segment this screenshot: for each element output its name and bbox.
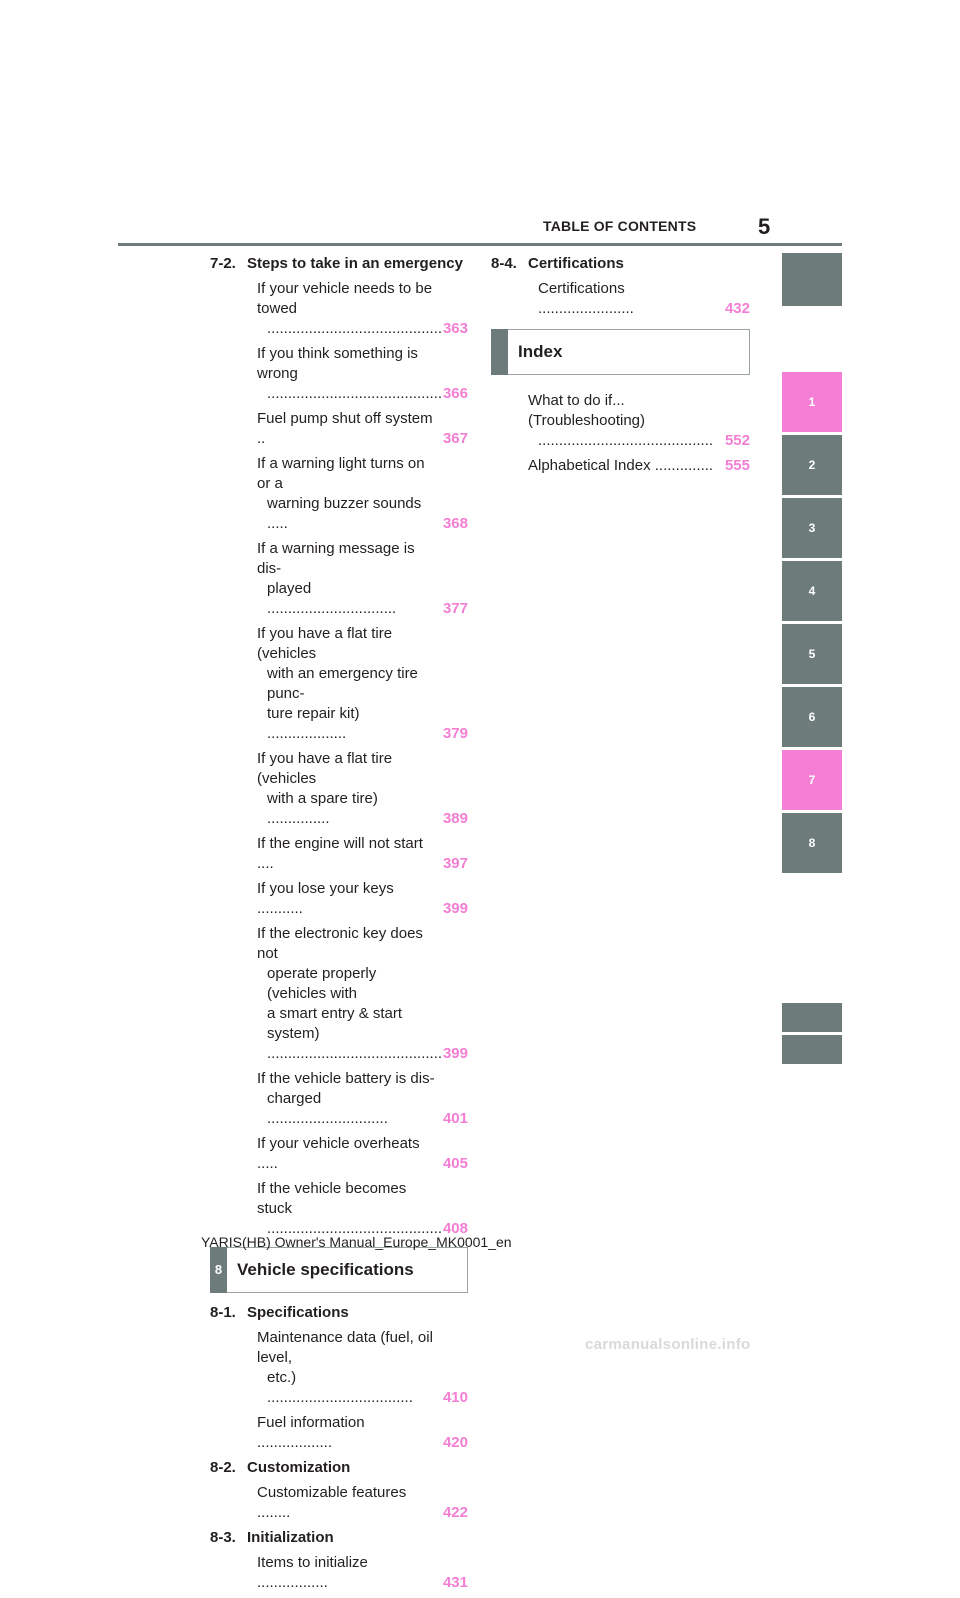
section-number: 8-1.	[210, 1304, 236, 1321]
toc-entry-battery-discharged[interactable]	[210, 1069, 468, 1129]
entry-text: Maintenance data (fuel, oil level,	[257, 1329, 433, 1366]
side-tab-4[interactable]: 4	[782, 561, 842, 621]
entry-text: If you have a flat tire (vehicles	[257, 625, 393, 662]
page-link[interactable]: 366	[442, 385, 468, 402]
toc-entry-troubleshooting[interactable]	[491, 391, 750, 451]
toc-entry-warning-light[interactable]	[210, 454, 468, 534]
entry-text: ..........................................	[267, 320, 443, 337]
side-tab-7[interactable]: 7	[782, 750, 842, 810]
page-link[interactable]: 389	[442, 810, 468, 827]
entry-text: Fuel pump shut off system ..	[257, 410, 433, 447]
toc-entry-towed[interactable]	[210, 279, 468, 339]
toc-entry-something-wrong[interactable]	[210, 344, 468, 404]
header-title: TABLE OF CONTENTS	[543, 218, 697, 234]
toc-entry-alphabetical-index[interactable]	[491, 456, 750, 476]
toc-entry-flat-tire-repair-kit[interactable]	[210, 624, 468, 744]
section-number: 8-3.	[210, 1529, 236, 1546]
page-link[interactable]: 401	[442, 1110, 468, 1127]
section-title: Steps to take in an emergency	[247, 255, 463, 272]
page-link[interactable]: 399	[442, 900, 468, 917]
side-tab-5[interactable]: 5	[782, 624, 842, 684]
toc-entry-items-to-initialize[interactable]	[210, 1553, 468, 1593]
entry-text: Fuel information ..................	[257, 1414, 365, 1451]
entry-text: ..........................................	[267, 385, 443, 402]
page-link[interactable]: 363	[442, 320, 468, 337]
entry-text: operate properly (vehicles with	[267, 965, 377, 1002]
entry-text: charged .............................	[267, 1090, 388, 1127]
chapter-title: Vehicle specifications	[237, 1260, 414, 1279]
toc-entry-electronic-key[interactable]	[210, 924, 468, 1064]
section-title: Initialization	[247, 1529, 334, 1546]
side-tab-index-upper[interactable]	[782, 1003, 842, 1032]
toc-entry-stuck[interactable]	[210, 1179, 468, 1239]
entry-text: warning buzzer sounds .....	[267, 495, 422, 532]
side-tab-1[interactable]: 1	[782, 372, 842, 432]
entry-text: a smart entry & start system)	[267, 1005, 403, 1042]
entry-text: If you have a flat tire (vehicles	[257, 750, 393, 787]
chapter-title: Index	[518, 342, 563, 361]
entry-text: etc.) ...................................	[267, 1369, 413, 1406]
toc-entry-maintenance-data[interactable]	[210, 1328, 468, 1408]
toc-entry-fuel-information[interactable]	[210, 1413, 468, 1453]
entry-text: If the vehicle becomes stuck	[257, 1180, 407, 1217]
toc-entry-flat-tire-spare[interactable]	[210, 749, 468, 829]
toc-entry-certifications[interactable]	[491, 279, 750, 319]
entry-text: with an emergency tire punc-	[267, 665, 418, 702]
index-heading[interactable]	[491, 329, 750, 375]
entry-text: ..........................................	[538, 432, 714, 449]
section-7-2	[210, 254, 468, 274]
section-title: Specifications	[247, 1304, 349, 1321]
entry-text: If your vehicle overheats .....	[257, 1135, 420, 1172]
toc-entry-warning-message[interactable]	[210, 539, 468, 619]
page-link[interactable]: 420	[442, 1434, 468, 1451]
header-rule	[118, 243, 842, 246]
entry-text: If the electronic key does not	[257, 925, 423, 962]
entry-text: with a spare tire) ...............	[267, 790, 378, 827]
section-title: Certifications	[528, 255, 624, 272]
page-link[interactable]: 552	[724, 432, 750, 449]
page-link[interactable]: 405	[442, 1155, 468, 1172]
page-link[interactable]: 432	[724, 300, 750, 317]
page-link[interactable]: 408	[442, 1220, 468, 1237]
chapter-tab: 8	[210, 1247, 227, 1293]
entry-text: ture repair kit) ...................	[267, 705, 360, 742]
page-link[interactable]: 367	[442, 430, 468, 447]
entry-text: If a warning message is dis-	[257, 540, 415, 577]
page-link[interactable]: 431	[442, 1574, 468, 1591]
footer-text: YARIS(HB) Owner's Manual_Europe_MK0001_en	[201, 1234, 512, 1250]
toc-entry-customizable-features[interactable]	[210, 1483, 468, 1523]
toc-entry-overheats[interactable]	[210, 1134, 468, 1174]
page-link[interactable]: 397	[442, 855, 468, 872]
side-tab-6[interactable]: 6	[782, 687, 842, 747]
entry-text: Certifications .......................	[538, 280, 634, 317]
page-link[interactable]: 379	[442, 725, 468, 742]
side-tab-3[interactable]: 3	[782, 498, 842, 558]
page-link[interactable]: 368	[442, 515, 468, 532]
entry-text: ..........................................	[267, 1045, 443, 1062]
section-8-2	[210, 1458, 468, 1478]
watermark: carmanualsonline.info	[585, 1336, 751, 1353]
toc-entry-engine-not-start[interactable]	[210, 834, 468, 874]
entry-text: Alphabetical Index ..............	[528, 457, 714, 474]
entry-text: What to do if... (Troubleshooting)	[528, 392, 646, 429]
chapter-tab	[491, 329, 508, 375]
chapter-8-heading[interactable]	[210, 1247, 468, 1293]
entry-text: If you think something is wrong	[257, 345, 418, 382]
entry-text: If a warning light turns on or a	[257, 455, 425, 492]
entry-text: If the vehicle battery is dis-	[257, 1070, 435, 1087]
entry-text: If your vehicle needs to be towed	[257, 280, 433, 317]
section-8-3	[210, 1528, 468, 1548]
entry-text: Items to initialize .................	[257, 1554, 368, 1591]
side-tab-2[interactable]: 2	[782, 435, 842, 495]
page-link[interactable]: 410	[442, 1389, 468, 1406]
entry-text: played ...............................	[267, 580, 397, 617]
page-link[interactable]: 399	[442, 1045, 468, 1062]
entry-text: ..........................................	[267, 1220, 443, 1237]
entry-text: If the engine will not start ....	[257, 835, 423, 872]
page-link[interactable]: 377	[442, 600, 468, 617]
side-tab-index-lower[interactable]	[782, 1035, 842, 1064]
toc-entry-lose-keys[interactable]	[210, 879, 468, 919]
side-tab-toc[interactable]	[782, 253, 842, 306]
section-8-4	[491, 254, 750, 274]
page-number: 5	[758, 214, 771, 239]
entry-text: If you lose your keys ...........	[257, 880, 394, 917]
toc-entry-fuel-pump[interactable]	[210, 409, 468, 449]
entry-text: Customizable features ........	[257, 1484, 407, 1521]
section-number: 7-2.	[210, 255, 236, 272]
side-tab-8[interactable]: 8	[782, 813, 842, 873]
section-number: 8-4.	[491, 255, 517, 272]
page-link[interactable]: 422	[442, 1504, 468, 1521]
toc-right-column	[491, 254, 750, 481]
section-number: 8-2.	[210, 1459, 236, 1476]
toc-left-column	[210, 254, 468, 1598]
section-title: Customization	[247, 1459, 351, 1476]
page-link[interactable]: 555	[724, 457, 750, 474]
section-8-1	[210, 1303, 468, 1323]
